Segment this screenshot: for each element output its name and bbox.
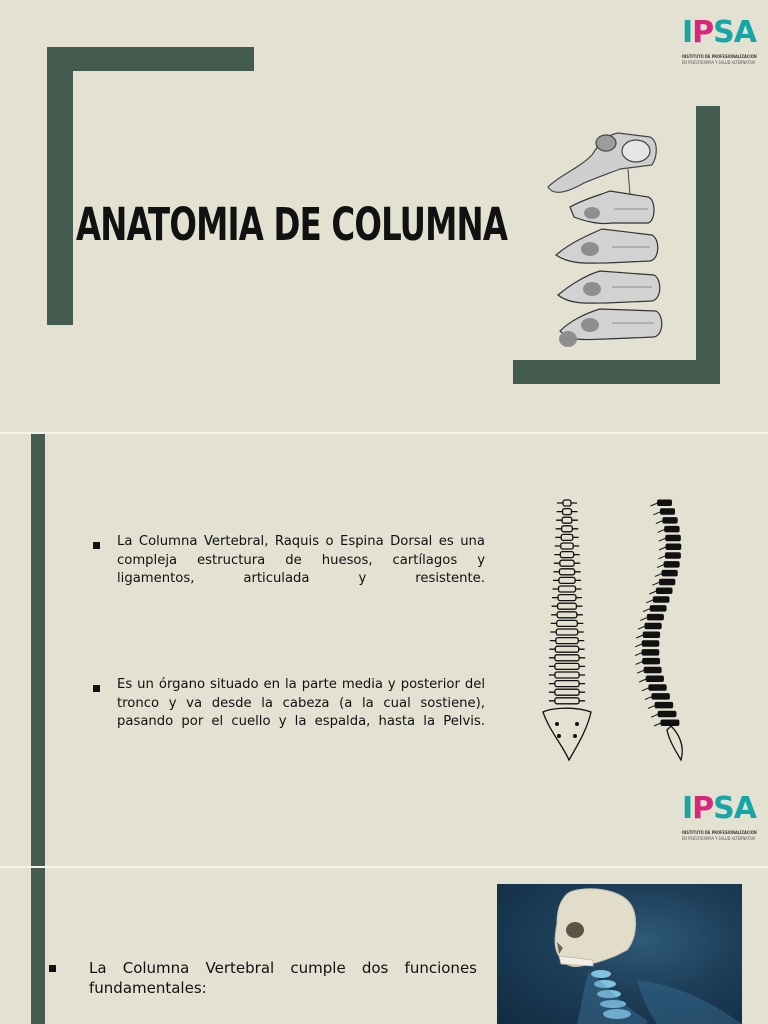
slide-definition [0, 434, 768, 866]
spine-front-and-side-illustration [535, 498, 695, 768]
logo-wordmark: IPSA [682, 15, 756, 50]
ipsa-logo [682, 790, 768, 848]
logo-line-2: EN PSICOTERAPIA Y SALUD ALTERNATIVA [682, 836, 756, 841]
bullet-item [49, 958, 477, 1018]
slide-title-text: ANATOMIA DE COLUMNA [76, 198, 508, 251]
frame-bar-left [47, 47, 73, 325]
vertebrae-illustration [540, 125, 668, 350]
logo-wordmark: IPSA [682, 791, 756, 826]
bullet-text: La Columna Vertebral cumple dos funciones fundamentales: [89, 959, 477, 997]
logo-line-2: EN PSICOTERAPIA Y SALUD ALTERNATIVA [682, 60, 756, 65]
bullet-text: Es un órgano situado en la parte media y posterior del tronco y va desde la cabeza (a la cual sostiene), pasando por el cuello y la espalda, hasta la Pelvis. [117, 677, 485, 729]
frame-bar-top [47, 47, 254, 71]
ipsa-logo [682, 14, 768, 72]
accent-bar-left [31, 434, 45, 866]
bullet-item [93, 676, 485, 750]
accent-bar-left [31, 868, 45, 1024]
logo-line-1: INSTITUTO DE PROFESIONALIZACIÓN [682, 830, 757, 835]
bullet-item [93, 533, 485, 607]
frame-bar-bottom [513, 360, 720, 384]
bullet-square [93, 542, 100, 549]
slide-functions [0, 868, 768, 1024]
skull-and-cervical-spine-xray [497, 884, 742, 1024]
logo-line-1: INSTITUTO DE PROFESIONALIZACIÓN [682, 54, 757, 59]
bullet-text: La Columna Vertebral, Raquis o Espina Dorsal es una compleja estructura de huesos, cartílagos y ligamentos, articulada y resistente. [117, 534, 485, 586]
slide-title [0, 0, 768, 432]
frame-bar-right [696, 106, 720, 384]
bullet-square [93, 685, 100, 692]
bullet-square [49, 965, 56, 972]
